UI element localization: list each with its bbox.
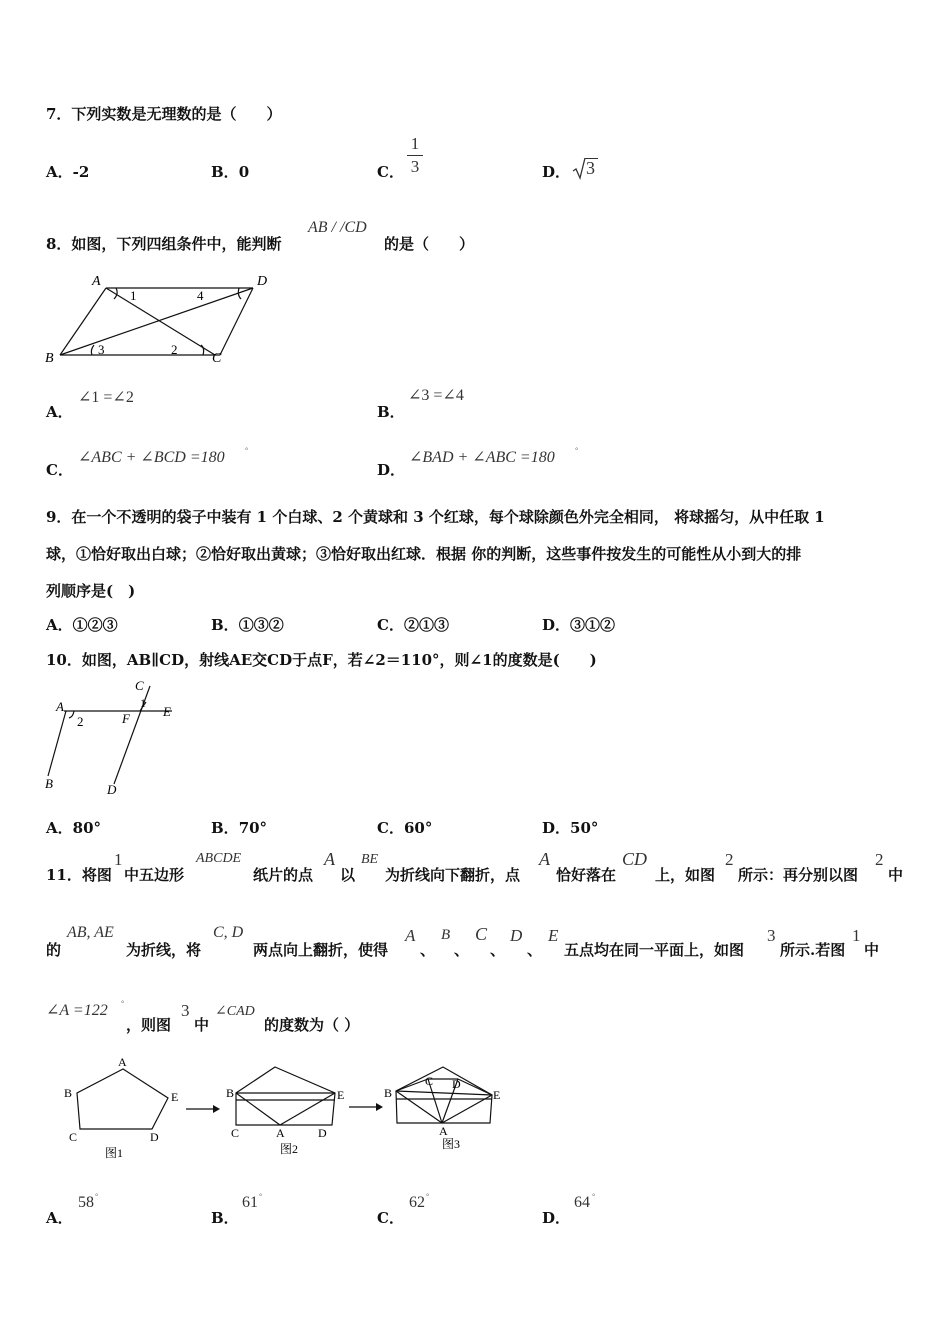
q11-line2-num-2: 1 — [852, 926, 861, 945]
fig2-label-c: C — [231, 1126, 240, 1140]
option-label: C． — [377, 616, 404, 634]
option-label: D． — [377, 461, 406, 479]
degree-mark-icon: ° — [575, 446, 579, 455]
option-label: B． — [377, 403, 405, 421]
q11-line2-part-e: 所示.若图 — [780, 941, 846, 959]
degree-mark-icon: ° — [592, 1192, 596, 1201]
option-value: ③①② — [570, 616, 616, 634]
q8-stem-math: AB / /CD — [308, 219, 367, 236]
degree-mark-icon: ° — [95, 1192, 99, 1201]
q11-line2-sep-4: 、 — [527, 941, 543, 959]
q10-figure-label-b: B — [45, 776, 53, 791]
fig2-label-d: D — [318, 1126, 327, 1140]
q8-figure — [40, 270, 280, 366]
q11-line1-part-b: 中五边形 — [124, 866, 185, 884]
option-value: 60° — [403, 819, 433, 837]
q7-option-d[interactable] — [542, 161, 570, 182]
q11-line1-math-5: CD — [622, 849, 648, 869]
q11-line1-part-h: 所示：再分别以图 — [738, 866, 859, 884]
q9-line-3: 列顺序是( ) — [46, 582, 136, 600]
q8-stem-post: 的是（ ） — [384, 235, 475, 253]
option-label: D． — [542, 163, 571, 181]
q7-fraction — [405, 134, 425, 177]
fig1-label-e: E — [171, 1090, 179, 1104]
q11-option-c[interactable] — [377, 1207, 404, 1228]
option-label: C． — [377, 163, 404, 181]
option-value: ①②③ — [72, 616, 118, 634]
fig1-caption: 图1 — [105, 1146, 124, 1160]
q8-option-d[interactable] — [377, 459, 405, 480]
fig2-label-a: A — [276, 1126, 285, 1140]
q11-option-b[interactable] — [211, 1207, 239, 1228]
q11-line3-part-c: 的度数为（ ） — [264, 1016, 360, 1034]
q11-line1-num-1: 1 — [114, 850, 123, 869]
option-value: -2 — [72, 163, 90, 181]
option-value: 70° — [238, 819, 268, 837]
q10-figure — [40, 676, 190, 800]
option-value: ①③② — [238, 616, 284, 634]
q8-figure-label-c: C — [212, 351, 222, 366]
q11-line1-part-a: 11．将图 — [46, 866, 112, 884]
degree-mark-icon: ° — [245, 446, 249, 455]
arrow-right-icon — [348, 1101, 384, 1113]
fig3-label-c: C — [425, 1074, 434, 1088]
q11-option-b-value: 61 — [242, 1194, 258, 1211]
q11-figure-2 — [222, 1055, 352, 1160]
q9-option-b[interactable] — [211, 614, 284, 635]
option-label: B． — [211, 163, 239, 181]
q7-option-c[interactable] — [377, 161, 404, 182]
q11-option-d-value: 64 — [574, 1194, 590, 1211]
option-label: C． — [46, 461, 73, 479]
q11-line1-math-4: A — [539, 849, 550, 869]
option-value: ②①③ — [403, 616, 449, 634]
fig3-label-a: A — [439, 1124, 448, 1138]
sqrt-sign-icon — [572, 156, 586, 180]
q11-line1-part-e: 为折线向下翻折，点 — [385, 866, 521, 884]
q11-line2-math-5: C — [475, 924, 488, 944]
fig3-caption: 图3 — [442, 1137, 461, 1151]
q11-line1-num-2: 2 — [725, 850, 734, 869]
q11-line3-math-2: ∠CAD — [215, 1004, 255, 1019]
q8-figure-angle-3: 3 — [98, 342, 105, 357]
q8-figure-angle-2: 2 — [171, 342, 178, 357]
q10-option-c[interactable] — [377, 817, 432, 838]
degree-mark-icon: ° — [259, 1192, 263, 1201]
option-label: B． — [211, 616, 239, 634]
q11-option-d[interactable] — [542, 1207, 570, 1228]
q11-line1-math-2: A — [324, 849, 335, 869]
fig1-label-b: B — [64, 1086, 73, 1100]
q11-option-c-value: 62 — [409, 1194, 425, 1211]
fig2-caption: 图2 — [280, 1142, 299, 1156]
q10-figure-label-a: A — [56, 699, 64, 714]
q11-line1-part-i: 中 — [888, 866, 904, 884]
q10-stem: 10．如图，AB∥CD，射线AE交CD于点F，若∠2＝110°，则∠1的度数是( ) — [46, 651, 597, 669]
arrow-right-icon — [185, 1103, 221, 1115]
q10-figure-label-e: E — [163, 704, 171, 719]
q8-option-d-value: ∠BAD + ∠ABC =180 — [409, 449, 555, 466]
q9-option-a[interactable] — [46, 614, 118, 635]
q11-line2-math-6: D — [510, 926, 523, 945]
q11-line2-num-1: 3 — [767, 926, 776, 945]
q8-stem-pre: 8．如图，下列四组条件中，能判断 — [46, 235, 282, 253]
fig1-label-d: D — [150, 1130, 159, 1144]
q11-line1-math-3: BE — [361, 852, 379, 867]
q8-figure-label-b: B — [45, 351, 54, 366]
q9-line-1: 9．在一个不透明的袋子中装有 1 个白球、2 个黄球和 3 个红球，每个球除颜色外完全相同， 将球摇匀，从中任取 1 — [46, 508, 825, 526]
q11-line1-num-3: 2 — [875, 850, 884, 869]
q11-line2-math-1: AB, AE — [67, 924, 114, 941]
q11-line1-part-c: 纸片的点 — [253, 866, 314, 884]
q11-line3-num-1: 3 — [181, 1001, 190, 1020]
option-label: A． — [46, 163, 73, 181]
option-value: 50° — [570, 819, 599, 837]
option-label: A． — [46, 1209, 73, 1227]
q11-figure-3 — [380, 1055, 510, 1160]
fig2-label-e: E — [337, 1088, 345, 1102]
fig3-label-b: B — [384, 1086, 393, 1100]
option-label: D． — [542, 819, 571, 837]
q11-line2-sep-3: 、 — [490, 941, 506, 959]
q8-figure-angle-1: 1 — [130, 288, 137, 303]
q11-line1-part-g: 上，如图 — [655, 866, 716, 884]
option-label: D． — [542, 616, 571, 634]
option-value: 0 — [238, 163, 250, 181]
fig3-label-d: D — [452, 1077, 461, 1091]
fig3-label-e: E — [493, 1088, 501, 1102]
q9-option-c[interactable] — [377, 614, 449, 635]
q11-line2-part-b: 为折线，将 — [126, 941, 202, 959]
q8-option-a-value: ∠1 =∠2 — [78, 389, 134, 406]
fraction-numerator: 1 — [410, 134, 420, 153]
q11-line2-part-d: 五点均在同一平面上，如图 — [564, 941, 745, 959]
q11-line2-part-a: 的 — [46, 941, 62, 959]
option-label: C． — [377, 1209, 404, 1227]
q8-figure-angle-4: 4 — [197, 288, 204, 303]
q8-option-b-value: ∠3 =∠4 — [408, 387, 464, 404]
q7-stem: 7．下列实数是无理数的是（ ） — [46, 105, 282, 123]
q7-option-a[interactable] — [46, 161, 89, 182]
q11-line1-math-1: ABCDE — [196, 851, 242, 866]
option-label: A． — [46, 403, 73, 421]
option-label: B． — [211, 1209, 239, 1227]
q10-figure-label-c: C — [135, 678, 144, 693]
q11-line2-sep-1: 、 — [420, 941, 436, 959]
q10-option-a[interactable] — [46, 817, 101, 838]
q11-line3-part-b: 中 — [194, 1016, 210, 1034]
q11-figure-1 — [60, 1055, 190, 1160]
fig1-label-c: C — [69, 1130, 78, 1144]
q8-option-c-value: ∠ABC + ∠BCD =180 — [78, 449, 225, 466]
q9-line-2: 球，①恰好取出白球；②恰好取出黄球；③恰好取出红球．根据 你的判断，这些事件按发生的可能性从小到大的排 — [46, 545, 802, 563]
q11-line2-math-7: E — [548, 926, 559, 945]
q10-figure-label-1: 1 — [140, 696, 146, 710]
fig2-label-b: B — [226, 1086, 235, 1100]
q8-figure-label-d: D — [257, 274, 268, 289]
q11-line3-math-1: ∠A =122 — [46, 1002, 108, 1019]
degree-mark-icon: ° — [426, 1192, 430, 1201]
q10-figure-label-f: F — [122, 711, 130, 726]
fraction-denominator: 3 — [410, 157, 420, 176]
degree-mark-icon: ° — [121, 999, 125, 1008]
q11-line2-part-f: 中 — [864, 941, 880, 959]
q11-line1-part-d: 以 — [340, 866, 356, 884]
fraction-bar — [407, 155, 423, 156]
q10-option-d[interactable] — [542, 817, 598, 838]
q10-figure-label-2: 2 — [77, 714, 84, 729]
q11-option-a-value: 58 — [78, 1194, 94, 1211]
q11-line2-math-4: B — [441, 927, 451, 943]
q11-line2-part-c: 两点向上翻折，使得 — [253, 941, 389, 959]
q8-figure-label-a: A — [92, 274, 101, 289]
q11-line2-sep-2: 、 — [454, 941, 470, 959]
option-label: B． — [211, 819, 239, 837]
q7-sqrt-radicand: 3 — [586, 158, 595, 178]
q10-figure-label-d: D — [107, 782, 117, 797]
option-label: A． — [46, 616, 73, 634]
q7-option-b[interactable] — [211, 161, 249, 182]
option-label: C． — [377, 819, 404, 837]
q9-option-d[interactable] — [542, 614, 615, 635]
q11-line3-part-a: ，则图 — [126, 1016, 172, 1034]
q11-line2-math-2: C, D — [213, 924, 244, 941]
option-label: A． — [46, 819, 73, 837]
q8-option-c[interactable] — [46, 459, 73, 480]
q11-option-a[interactable] — [46, 1207, 73, 1228]
q8-option-a[interactable] — [46, 401, 73, 422]
option-label: D． — [542, 1209, 571, 1227]
q10-option-b[interactable] — [211, 817, 267, 838]
q8-option-b[interactable] — [377, 401, 405, 422]
option-value: 80° — [72, 819, 102, 837]
fig1-label-a: A — [118, 1055, 127, 1069]
q11-line1-part-f: 恰好落在 — [556, 866, 617, 884]
q11-line2-math-3: A — [405, 926, 416, 945]
